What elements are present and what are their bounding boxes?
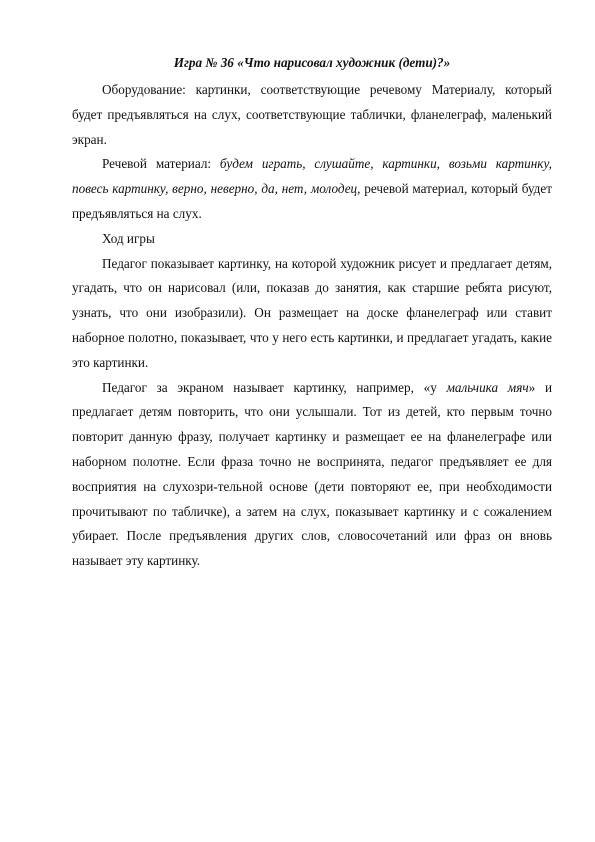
speech-material-tail: , речевой материал, который будет предъявляться на слух.	[72, 181, 553, 221]
paragraph-2	[72, 376, 552, 574]
speech-material-paragraph	[72, 152, 552, 226]
game-title: Игра № 36 «Что нарисовал художник (дети)?»	[173, 55, 451, 70]
paragraph-2-start: Педагог за экраном называет картинку, например, «у	[102, 379, 447, 395]
paragraph-1: Педагог показывает картинку, на которой художник рисует и предлагает детям, угадать, что он нарисовал (или, показав до занятия, как старшие ребята рисуют, узнать, что они изобразили). Он размещает на доске фланелеграф или ставит наборное полотно, показывает, что у него есть картинки, и предлагает угадать, какие это картинки.	[72, 255, 552, 370]
speech-material-label: Речевой материал:	[102, 156, 220, 172]
paragraph-2-rest: » и предлагает детям повторить, что они услышали. Тот из детей, кто первым точно повторит данную фразу, получает картинку и размещает ее на фланелеграфе или наборном полотне. Если фраза точно не воспринята, педагог предъявляет ее для восприятия на слухозри-тельной основе (дети повторяют ее, при необходимости прочитывают по табличке), а затем на слух, показывает картинку и с сожалением убирает. После предъявления других слов, словосочетаний или фраз он вновь называет эту картинку.	[72, 379, 553, 569]
speech-material-words: будем играть, слушайте, картинки, возьми картинку, повесь картинку, верно, неверно, да, нет, молодец	[72, 156, 552, 197]
paragraph-2-italic-phrase: мальчика мяч	[446, 379, 529, 395]
document-body	[72, 52, 552, 574]
course-heading: Ход игры	[102, 230, 155, 246]
equipment-paragraph: Оборудование: картинки, соответствующие речевому Материалу, который будет предъявляться на слух, соответствующие таблички, фланелеграф, маленький экран.	[72, 82, 552, 147]
